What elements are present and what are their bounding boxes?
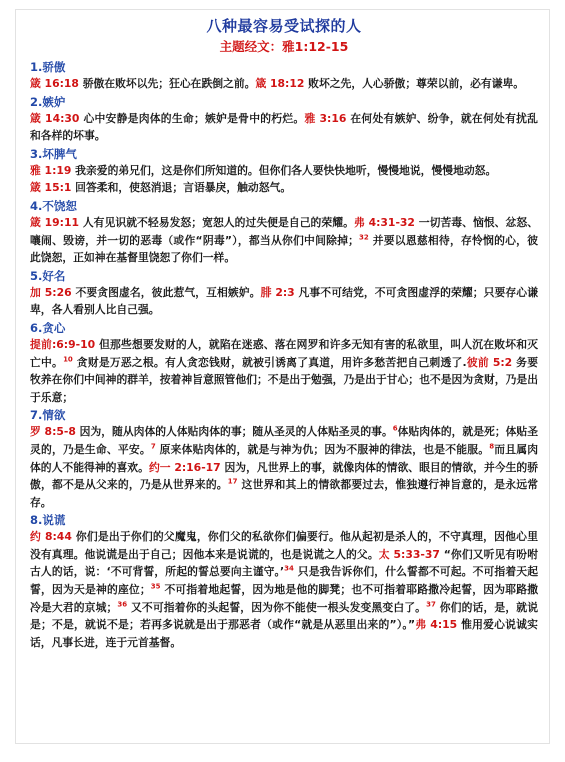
verse-reference: 约一 2:16-17 bbox=[148, 460, 221, 474]
verse-text: 回答柔和，使怒消退；言语暴戾，触动怒气。 bbox=[71, 181, 292, 195]
scripture-paragraph bbox=[30, 179, 538, 197]
verse-reference: 罗 8:5-8 bbox=[30, 425, 76, 439]
verse-text: 因为，随从肉体的人体贴肉体的事；随从圣灵的人体贴圣灵的事。 bbox=[75, 425, 393, 439]
verse-reference: 雅 3:16 bbox=[304, 111, 347, 125]
verse-text: 你们的话，是，就说是；不是，就说不是；若再多说就是出于那恶者（或作“就是从恶里出来的”）。” bbox=[30, 600, 538, 632]
verse-text: 骄傲在败坏以先；狂心在跌倒之前。 bbox=[78, 77, 256, 90]
scripture-paragraph bbox=[30, 528, 538, 651]
scripture-paragraph bbox=[30, 110, 538, 145]
verse-text: 原来体贴肉体的，就是与神为仇；因为不服神的律法，也是不能服。 bbox=[155, 442, 490, 456]
verse-text: 在何处有嫉妒、纷争，就在何处有扰乱和各样的坏事。 bbox=[30, 111, 538, 143]
verse-reference: 太 5:33-37 bbox=[378, 547, 440, 561]
verse-text: 一切苦毒、恼恨、忿怒、嚷闹、毁谤，并一切的恶毒（或作“阴毒”），都当从你们中间除掉； bbox=[30, 215, 538, 247]
verse-text: 而且属肉体的人不能得神的喜欢。 bbox=[30, 442, 538, 474]
section-heading: 3.坏脾气 bbox=[30, 146, 77, 161]
scripture-paragraph bbox=[30, 214, 538, 267]
section-heading: 1.骄傲 bbox=[30, 60, 66, 74]
verse-text: 你们是出于你们的父魔鬼，你们父的私欲你们偏要行。他从起初是杀人的，不守真理，因他心里没有真理。他说谎是出于自己；因他本来是说谎的，也是说谎之人的父。 bbox=[30, 530, 538, 561]
verse-text: 又不可指着你的头起誓，因为你不能使一根头发变黑变白了。 bbox=[127, 600, 427, 614]
verse-reference: 箴 18:12 bbox=[255, 77, 305, 90]
section bbox=[30, 198, 538, 267]
verse-reference: 箴 16:18 bbox=[30, 77, 79, 90]
page-title: 八种最容易受试探的人 bbox=[206, 17, 362, 35]
verse-text: 但那些想要发财的人，就陷在迷惑、落在网罗和许多无知有害的私欲里，叫人沉在败坏和灭亡中。 bbox=[30, 337, 538, 369]
verse-number: 32 bbox=[358, 232, 369, 241]
verse-text: 这世界和其上的情欲都要过去，惟独遵行神旨意的，是永远常存。 bbox=[30, 478, 538, 509]
section-heading: 2.嫉妒 bbox=[30, 94, 66, 109]
verse-text: 因为，凡世界上的事，就像肉体的情欲、眼目的情欲，并今生的骄傲，都不是从父来的，乃是从世界来的。 bbox=[30, 460, 539, 492]
verse-number: 17 bbox=[227, 477, 238, 486]
page-subtitle: 主题经文：雅1:12-15 bbox=[219, 39, 349, 54]
verse-reference: 弗 4:15 bbox=[415, 618, 458, 632]
verse-number: 36 bbox=[117, 600, 128, 609]
verse-text: 人有见识就不轻易发怒；宽恕人的过失便是自己的荣耀。 bbox=[79, 215, 354, 229]
verse-text: 不可指着地起誓，因为地是他的脚凳；也不可指着耶路撒冷起誓，因为耶路撒冷是大君的京城； bbox=[30, 583, 538, 614]
verse-number: 35 bbox=[150, 582, 161, 591]
page bbox=[15, 9, 550, 744]
verse-reference: 箴 15:1 bbox=[30, 181, 72, 195]
section bbox=[30, 407, 538, 511]
scripture-paragraph bbox=[30, 336, 538, 406]
verse-number: 8 bbox=[489, 442, 495, 451]
section bbox=[30, 512, 538, 651]
verse-number: 37 bbox=[426, 600, 436, 609]
section bbox=[30, 94, 538, 145]
scripture-paragraph bbox=[30, 75, 538, 93]
verse-reference: 腓 2:3 bbox=[260, 285, 295, 299]
verse-reference: 箴 14:30 bbox=[30, 111, 80, 125]
verse-reference: 约 8:44 bbox=[30, 530, 72, 544]
verse-number: 34 bbox=[284, 564, 294, 573]
verse-reference: 弗 4:31-32 bbox=[353, 215, 415, 229]
verse-text: 务要牧养在你们中间神的群羊，按着神旨意照管他们；不是出于勉强，乃是出于甘心；也不是因为贪财，乃是出于乐意； bbox=[30, 355, 539, 404]
verse-text: 只是我告诉你们，什么誓都不可起。不可指着天起誓，因为天是神的座位； bbox=[30, 565, 538, 597]
verse-reference: 提前:6:9-10 bbox=[30, 337, 96, 351]
verse-reference: 加 5:26 bbox=[30, 285, 72, 299]
section bbox=[30, 59, 538, 93]
section bbox=[30, 268, 538, 319]
section-heading: 6.贪心 bbox=[30, 320, 66, 335]
sections-container bbox=[30, 59, 538, 651]
section bbox=[30, 320, 538, 406]
verse-reference: 雅 1:19 bbox=[30, 163, 72, 177]
verse-text: 惟用爱心说诚实话，凡事长进，连于元首基督。 bbox=[30, 618, 538, 649]
verse-text: 凡事不可结党，不可贪图虚浮的荣耀；只要存心谦卑，各人看别人比自己强。 bbox=[30, 285, 538, 317]
verse-text: 贪财是万恶之根。有人贪恋钱财，就被引诱离了真道，用许多愁苦把自己刺透了. bbox=[72, 355, 467, 369]
section-heading: 4.不饶恕 bbox=[30, 198, 77, 213]
verse-reference: 箴 19:11 bbox=[30, 215, 80, 229]
verse-text: 败坏之先，人心骄傲；尊荣以前，必有谦卑。 bbox=[304, 77, 525, 90]
verse-text: “你们又听见有吩咐古人的话，说：‘不可背誓，所起的誓总要向主谨守。’ bbox=[30, 547, 538, 579]
verse-number: 10 bbox=[63, 354, 73, 363]
verse-number: 7 bbox=[150, 442, 156, 451]
verse-reference: 彼前 5:2 bbox=[466, 355, 513, 369]
verse-number: 6 bbox=[392, 424, 398, 433]
section-heading: 7.情欲 bbox=[30, 408, 66, 423]
scripture-paragraph bbox=[30, 284, 538, 319]
scripture-paragraph bbox=[30, 423, 538, 511]
verse-text: 心中安静是肉体的生命；嫉妒是骨中的朽烂。 bbox=[79, 111, 305, 125]
section bbox=[30, 146, 538, 197]
scripture-paragraph bbox=[30, 162, 538, 180]
verse-text: 并要以恩慈相待，存怜悯的心，彼此饶恕，正如神在基督里饶恕了你们一样。 bbox=[30, 233, 538, 265]
verse-text: 不要贪图虚名，彼此惹气，互相嫉妒。 bbox=[71, 285, 261, 299]
verse-text: 我亲爱的弟兄们，这是你们所知道的。但你们各人要快快地听，慢慢地说，慢慢地动怒。 bbox=[71, 163, 497, 177]
section-heading: 5.好名 bbox=[30, 268, 66, 283]
section-heading: 8.说谎 bbox=[30, 513, 66, 528]
verse-text: 体贴肉体的，就是死；体贴圣灵的，乃是生命、平安。 bbox=[30, 425, 539, 456]
